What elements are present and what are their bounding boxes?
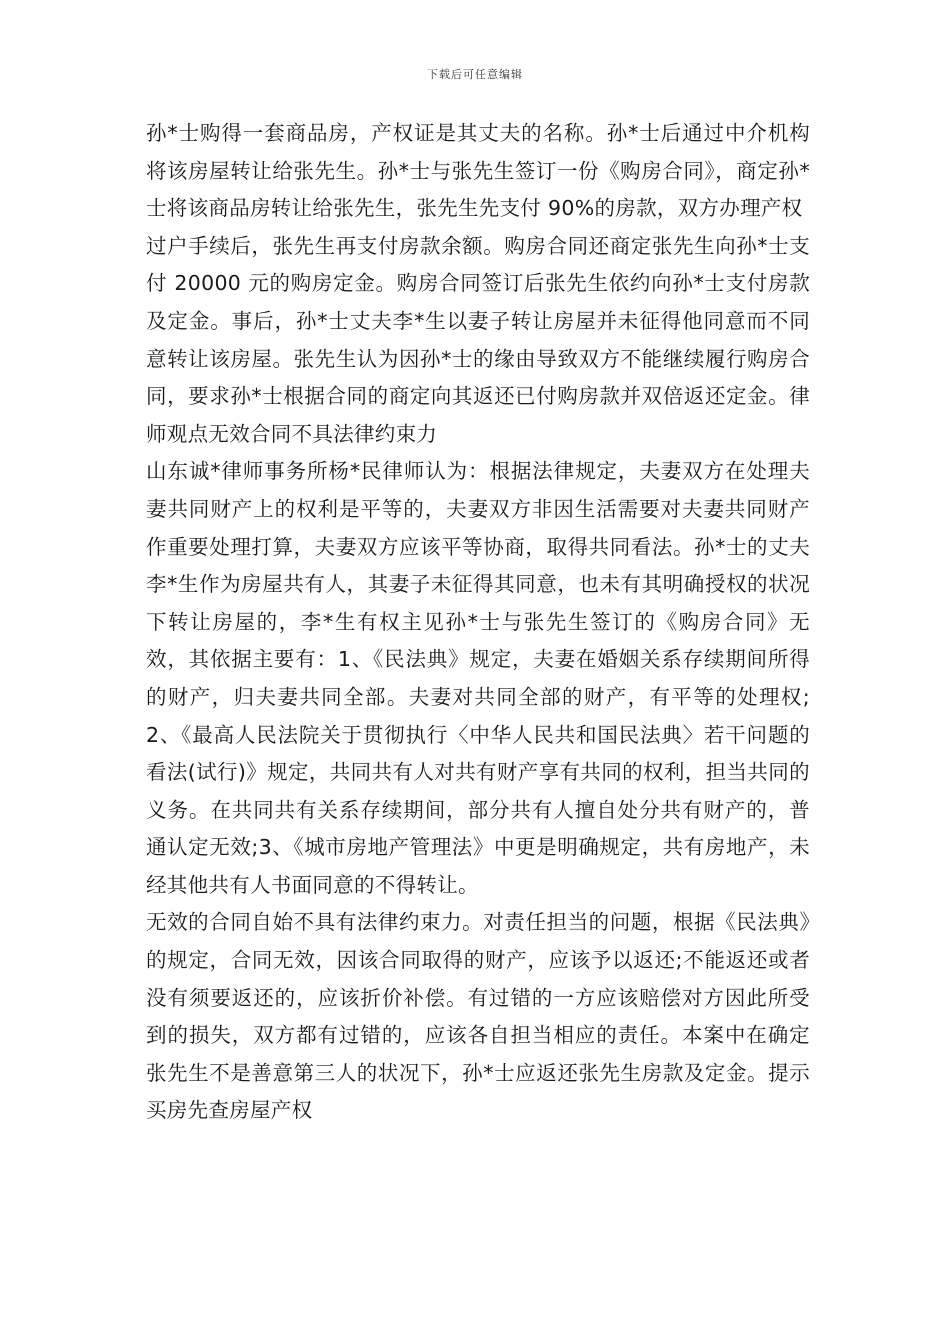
paragraph: 山东诚*律师事务所杨*民律师认为：根据法律规定，夫妻双方在处理夫妻共同财产上的权利是平等的，夫妻双方非因生活需要对夫妻共同财产作重要处理打算，夫妻双方应该平等协商，取得共同看法。孙*士的丈夫李*生作为房屋共有人，其妻子未征得其同意，也未有其明确授权的状况下转让房屋的，李*生有权主见孙*士与张先生签订的《购房合同》无效，其依据主要有：1、《民法典》规定，夫妻在婚姻关系存续期间所得的财产，归夫妻共同全部。夫妻对共同全部的财产，有平等的处理权;2、《最高人民法院关于贯彻执行〈中华人民共和国民法典〉若干问题的看法(试行)》规定，共同共有人对共有财产享有共同的权利，担当共同的义务。在共同共有关系存续期间，部分共有人擅自处分共有财产的，普通认定无效;3、《城市房地产管理法》中更是明确规定，共有房地产，未经其他共有人书面同意的不得转让。 [146, 459, 810, 897]
page-header: 下载后可任意编辑 [427, 68, 523, 81]
document-body [146, 115, 810, 1130]
paragraph: 孙*士购得一套商品房，产权证是其丈夫的名称。孙*士后通过中介机构将该房屋转让给张先生。孙*士与张先生签订一份《购房合同》，商定孙*士将该商品房转让给张先生，张先生先支付 90%的房款，双方办理产权 [146, 121, 810, 221]
paragraph: 无效的合同自始不具有法律约束力。对责任担当的问题，根据《民法典》的规定，合同无效，因该合同取得的财产，应该予以返还;不能返还或者没有须要返还的，应该折价补偿。有过错的一方应该赔偿对方因此所受到的损失，双方都有过错的，应该各自担当相应的责任。本案中在确定张先生不是善意第三人的状况下，孙*士应返还张先生房款及定金。提示买房先查房屋产权 [146, 910, 810, 1123]
paragraph: 过户手续后，张先生再支付房款余额。购房合同还商定张先生向孙*士支付 20000 元的购房定金。购房合同签订后张先生依约向孙*士支付房款及定金。事后，孙*士丈夫李*生以妻子转让房屋并未征得他同意而不同意转让该房屋。张先生认为因孙*士的缘由导致双方不能继续履行购房合同，要求孙*士根据合同的商定向其返还已付购房款并双倍返还定金。律师观点无效合同不具法律约束力 [146, 233, 810, 446]
